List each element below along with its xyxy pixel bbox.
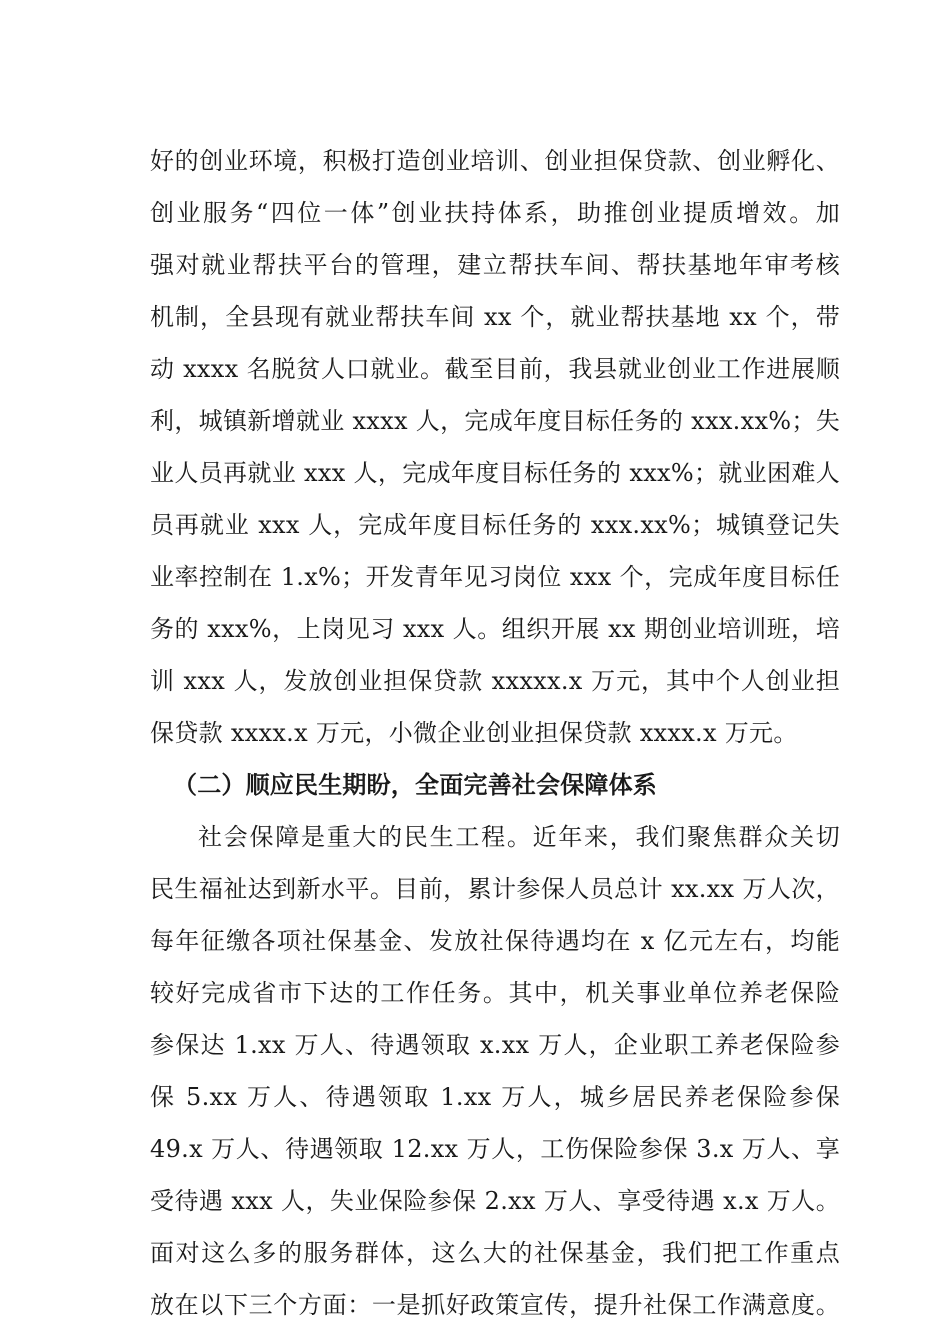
text-line: 社会保障是重大的民生工程。近年来，我们聚焦群众关切 [198,823,840,851]
text-line: 参保达 1.xx 万人、待遇领取 x.xx 万人，企业职工养老保险参 [150,1031,840,1059]
text-line: 面对这么多的服务群体，这么大的社保基金，我们把工作重点 [150,1239,840,1267]
text-line: 较好完成省市下达的工作任务。其中，机关事业单位养老保险 [150,979,840,1007]
text-line: 每年征缴各项社保基金、发放社保待遇均在 x 亿元左右，均能 [150,927,840,955]
text-line: 强对就业帮扶平台的管理，建立帮扶车间、帮扶基地年审考核 [150,251,840,279]
text-line: 业率控制在 1.x%；开发青年见习岗位 xxx 个，完成年度目标任 [150,563,840,591]
text-line: 好的创业环境，积极打造创业培训、创业担保贷款、创业孵化、 [150,147,840,175]
text-line: 民生福祉达到新水平。目前，累计参保人员总计 xx.xx 万人次， [150,875,840,903]
text-line: 保 5.xx 万人、待遇领取 1.xx 万人，城乡居民养老保险参保 [150,1083,840,1111]
text-line: 业人员再就业 xxx 人，完成年度目标任务的 xxx%；就业困难人 [150,459,840,487]
text-line: 利，城镇新增就业 xxxx 人，完成年度目标任务的 xxx.xx%；失 [150,407,840,435]
text-line: 放在以下三个方面：一是抓好政策宣传，提升社保工作满意度。 [150,1291,840,1319]
text-line: 务的 xxx%，上岗见习 xxx 人。组织开展 xx 期创业培训班，培 [150,615,840,643]
text-line: 保贷款 xxxx.x 万元，小微企业创业担保贷款 xxxx.x 万元。 [150,719,798,747]
text-line: 动 xxxx 名脱贫人口就业。截至目前，我县就业创业工作进展顺 [150,355,840,383]
text-line: 员再就业 xxx 人，完成年度目标任务的 xxx.xx%；城镇登记失 [150,511,840,539]
text-line: 受待遇 xxx 人，失业保险参保 2.xx 万人、享受待遇 x.x 万人。 [150,1187,840,1215]
text-line: 创业服务“四位一体”创业扶持体系，助推创业提质增效。加 [150,199,840,227]
text-line: 机制，全县现有就业帮扶车间 xx 个，就业帮扶基地 xx 个，带 [150,303,840,331]
text-line: 49.x 万人、待遇领取 12.xx 万人，工伤保险参保 3.x 万人、享 [150,1135,840,1163]
section-heading: （二）顺应民生期盼，全面完善社会保障体系 [173,770,657,799]
text-line: 训 xxx 人，发放创业担保贷款 xxxxx.x 万元，其中个人创业担 [150,667,840,695]
